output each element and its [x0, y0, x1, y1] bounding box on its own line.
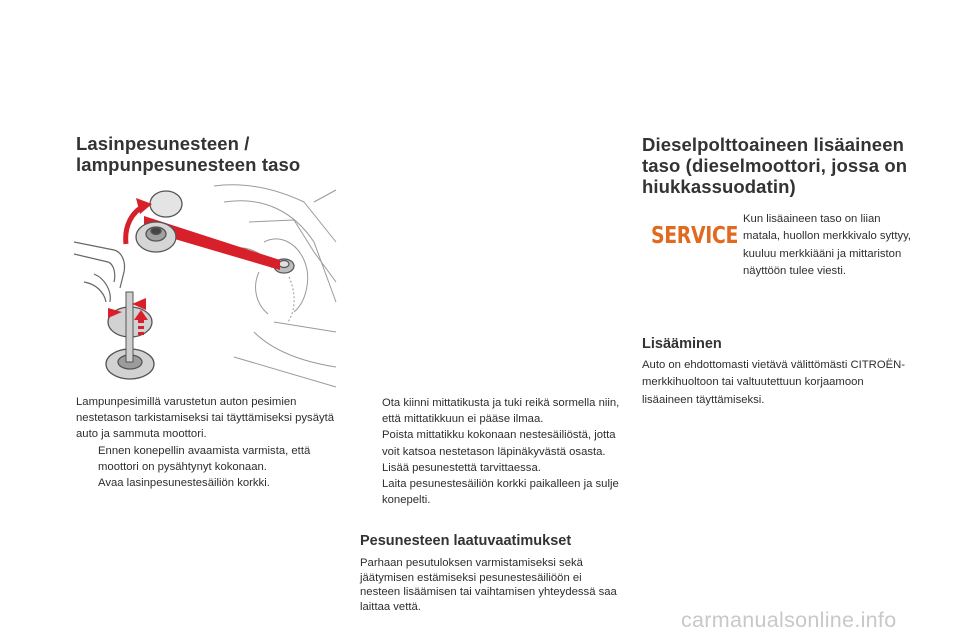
- washer-reservoir-illustration: [74, 182, 338, 388]
- title-line: taso (dieselmoottori, jossa on: [642, 155, 908, 176]
- step-item: Avaa lasinpesunestesäiliön korkki.: [98, 477, 270, 490]
- quality-text: Parhaan pesutuloksen varmistamiseksi sekä jäätymisen estämiseksi pesunestesäiliöön ei nesteen lisäämisen tai vaihtamisen yhteydessä saa laittaa vettä.: [360, 557, 617, 613]
- washer-steps-list: [360, 395, 622, 508]
- title-line: Dieselpolttoaineen lisäaineen: [642, 134, 904, 155]
- title-line: hiukkassuodatin): [642, 176, 796, 197]
- service-warning-text: Kun lisäaineen taso on liian matala, huollon merkkivalo syttyy, kuuluu merkkiääni ja mittariston näyttöön tulee viesti.: [743, 213, 912, 277]
- adding-heading: Lisääminen: [642, 336, 722, 352]
- step-item: Poista mittatikku kokonaan nestesäiliöstä, jotta voit katsoa nestetason läpinäkyvästä osasta.: [382, 429, 616, 458]
- quality-heading: Pesunesteen laatuvaatimukset: [360, 533, 572, 549]
- section-title-diesel-additive: [642, 134, 922, 197]
- section-title-washer-fluid: [76, 133, 346, 175]
- washer-intro-text: [76, 394, 338, 491]
- step-item: Ota kiinni mittatikusta ja tuki reikä sormella niin, että mittatikkuun ei pääse ilmaa.: [382, 397, 620, 426]
- title-line: lampunpesunesteen taso: [76, 154, 301, 175]
- step-item: Laita pesunestesäiliön korkki paikalleen ja sulje konepelti.: [382, 478, 619, 507]
- paragraph: Lampunpesimillä varustetun auton pesimien nestetason tarkistamiseksi tai täyttämiseksi pysäytä auto ja sammuta moottori.: [76, 396, 335, 441]
- adding-text: Auto on ehdottomasti vietävä välittömästi CITROËN-merkkihuoltoon tai valtuutettuun korjaamoon lisäaineen täyttämiseksi.: [642, 359, 906, 406]
- service-warning-icon: SERVICE: [651, 223, 739, 249]
- step-item: Ennen konepellin avaamista varmista, että moottori on pysähtynyt kokonaan.: [98, 444, 311, 473]
- step-item: Lisää pesunestettä tarvittaessa.: [382, 461, 541, 474]
- title-line: Lasinpesunesteen /: [76, 133, 250, 154]
- watermark: carmanualsonline.info: [681, 608, 897, 632]
